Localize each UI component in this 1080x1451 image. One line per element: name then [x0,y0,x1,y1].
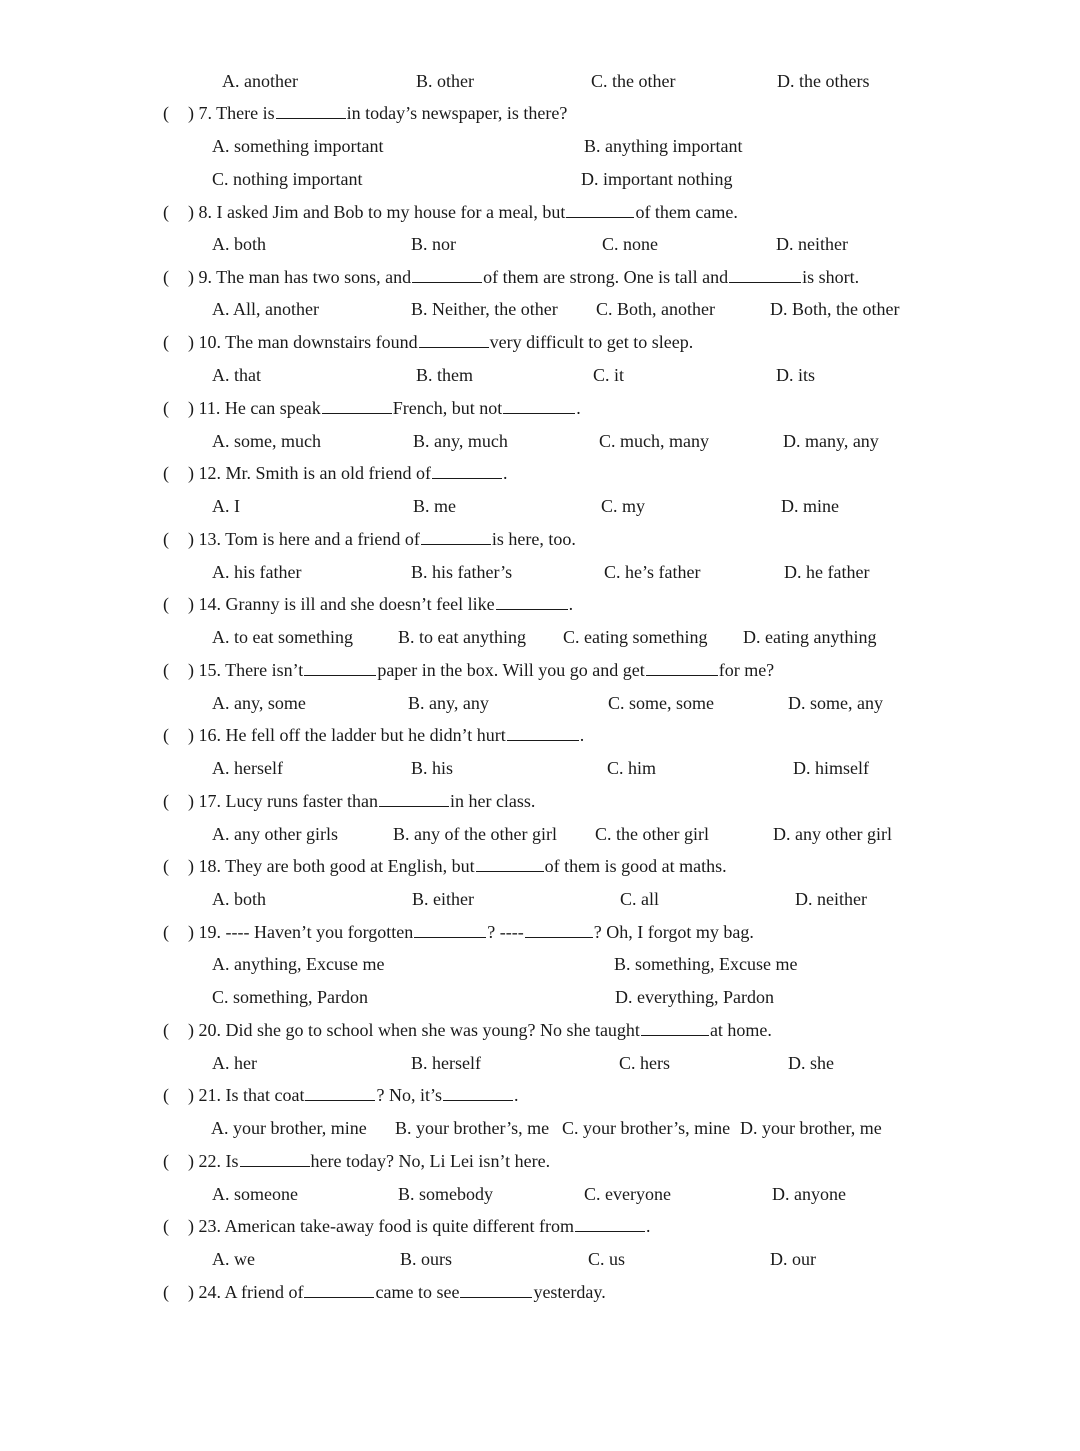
question-stem: ) 23. American take-away food is quite different from . [188,1211,651,1241]
answer-blank [443,1082,513,1101]
question-8 [0,197,1080,227]
option-a: A. some, much [212,431,321,451]
option-d: D. your brother, me [740,1118,882,1138]
option-b: B. me [413,496,456,516]
option-a: A. her [212,1053,257,1073]
question-stem: ) 22. Is here today? No, Li Lei isn’t here. [188,1146,550,1176]
answer-bracket: ( [163,725,169,745]
answer-blank [379,788,449,807]
option-a: A. anything, Excuse me [212,954,385,974]
question-stem: ) 24. A friend of came to see yesterday. [188,1277,606,1307]
question-stem: ) 12. Mr. Smith is an old friend of . [188,458,507,488]
q16-options [0,753,1080,783]
option-c: C. the other [591,71,676,91]
option-a: A. herself [212,758,283,778]
answer-blank [276,100,346,119]
option-a: A. any, some [212,693,306,713]
option-b: B. any, any [408,693,489,713]
question-stem: ) 20. Did she go to school when she was young? No she taught at home. [188,1015,772,1045]
answer-bracket: ( [163,856,169,876]
option-c: C. everyone [584,1184,671,1204]
answer-bracket: ( [163,398,169,418]
option-b: B. either [412,889,474,909]
question-23 [0,1211,1080,1241]
answer-blank [641,1017,709,1036]
answer-blank [304,657,376,676]
answer-blank [566,199,634,218]
question-19 [0,917,1080,947]
option-d: D. any other girl [773,824,892,844]
answer-blank [419,329,489,348]
option-c: C. much, many [599,431,709,451]
question-12 [0,458,1080,488]
option-a: A. someone [212,1184,298,1204]
option-d: D. some, any [788,693,883,713]
option-b: B. Neither, the other [411,299,558,319]
answer-blank [496,591,568,610]
question-stem: ) 21. Is that coat ? No, it’s . [188,1080,518,1110]
answer-blank [304,1279,374,1298]
q7-options-row2 [0,164,1080,194]
option-b: B. other [416,71,474,91]
option-d: D. everything, Pardon [615,987,774,1007]
option-b: B. somebody [398,1184,494,1204]
question-18 [0,851,1080,881]
answer-bracket: ( [163,1151,169,1171]
option-d: D. its [776,365,816,385]
option-d: D. mine [781,496,839,516]
question-stem: ) 19. ---- Haven’t you forgotten ? ---- ? Oh, I forgot my bag. [188,917,754,947]
question-15 [0,655,1080,685]
answer-blank [507,722,579,741]
option-c: C. all [620,889,659,909]
option-b: B. to eat anything [398,627,526,647]
answer-blank [729,264,801,283]
option-d: D. himself [793,758,869,778]
option-b: B. his father’s [411,562,513,582]
option-d: D. eating anything [743,627,877,647]
answer-blank [432,460,502,479]
q18-options [0,884,1080,914]
answer-bracket: ( [163,1085,169,1105]
question-24 [0,1277,1080,1307]
option-a: A. I [212,496,240,516]
option-c: C. nothing important [212,169,363,189]
answer-blank [412,264,482,283]
option-d: D. neither [795,889,867,909]
q6-options [0,66,1080,96]
option-d: D. important nothing [581,169,733,189]
answer-blank [421,526,491,545]
question-stem: ) 11. He can speak French, but not . [188,393,581,423]
option-b: B. them [416,365,473,385]
option-d: D. neither [776,234,848,254]
option-c: C. some, some [608,693,714,713]
question-17 [0,786,1080,816]
question-16 [0,720,1080,750]
answer-blank [240,1148,310,1167]
option-d: D. the others [777,71,870,91]
option-a: A. both [212,234,266,254]
option-b: B. herself [411,1053,481,1073]
option-c: C. the other girl [595,824,709,844]
option-a: A. we [212,1249,255,1269]
question-stem: ) 10. The man downstairs found very difficult to get to sleep. [188,327,693,357]
option-b: B. something, Excuse me [614,954,798,974]
answer-bracket: ( [163,332,169,352]
question-9 [0,262,1080,292]
answer-bracket: ( [163,1282,169,1302]
question-stem: ) 14. Granny is ill and she doesn’t feel like . [188,589,573,619]
option-c: C. us [588,1249,626,1269]
q12-options [0,491,1080,521]
q17-options [0,819,1080,849]
answer-blank [476,853,544,872]
option-a: A. any other girls [212,824,338,844]
question-stem: ) 17. Lucy runs faster than in her class. [188,786,535,816]
option-b: B. his [411,758,454,778]
option-d: D. she [788,1053,834,1073]
q15-options [0,688,1080,718]
q11-options [0,426,1080,456]
question-stem: ) 9. The man has two sons, and of them are strong. One is tall and is short. [188,262,859,292]
question-stem: ) 7. There is in today’s newspaper, is there? [188,98,567,128]
q19-options-row1 [0,949,1080,979]
option-a: A. to eat something [212,627,353,647]
option-d: D. many, any [783,431,879,451]
question-7 [0,98,1080,128]
answer-bracket: ( [163,1216,169,1236]
option-a: A. another [222,71,298,91]
q9-options [0,294,1080,324]
option-c: C. it [593,365,625,385]
answer-bracket: ( [163,660,169,680]
option-b: B. any, much [413,431,508,451]
answer-bracket: ( [163,529,169,549]
answer-bracket: ( [163,922,169,942]
question-21 [0,1080,1080,1110]
option-c: C. my [601,496,646,516]
question-11 [0,393,1080,423]
question-14 [0,589,1080,619]
question-10 [0,327,1080,357]
option-c: C. eating something [563,627,708,647]
option-b: B. ours [400,1249,453,1269]
question-13 [0,524,1080,554]
q19-options-row2 [0,982,1080,1012]
q21-options [0,1113,1080,1143]
option-d: D. he father [784,562,870,582]
question-20 [0,1015,1080,1045]
option-a: A. All, another [212,299,319,319]
q23-options [0,1244,1080,1274]
q13-options [0,557,1080,587]
option-c: C. him [607,758,657,778]
option-c: C. something, Pardon [212,987,368,1007]
option-c: C. your brother’s, mine [562,1118,731,1138]
answer-bracket: ( [163,1020,169,1040]
answer-blank [414,919,486,938]
answer-bracket: ( [163,791,169,811]
answer-blank [525,919,593,938]
answer-blank [322,395,392,414]
answer-blank [575,1213,645,1232]
option-a: A. something important [212,136,384,156]
answer-bracket: ( [163,463,169,483]
q8-options [0,229,1080,259]
q22-options [0,1179,1080,1209]
question-stem: ) 18. They are both good at English, but of them is good at maths. [188,851,727,881]
question-stem: ) 13. Tom is here and a friend of is here, too. [188,524,576,554]
option-d: D. anyone [772,1184,846,1204]
option-b: B. any of the other girl [393,824,557,844]
answer-bracket: ( [163,202,169,222]
option-c: C. he’s father [604,562,701,582]
option-a: A. both [212,889,266,909]
answer-bracket: ( [163,103,169,123]
option-c: C. Both, another [596,299,715,319]
option-a: A. that [212,365,261,385]
answer-blank [646,657,718,676]
option-b: B. nor [411,234,456,254]
option-b: B. your brother’s, me [395,1118,550,1138]
q10-options [0,360,1080,390]
option-b: B. anything important [584,136,743,156]
question-stem: ) 16. He fell off the ladder but he didn’t hurt . [188,720,584,750]
answer-blank [305,1082,375,1101]
option-c: C. none [602,234,658,254]
option-a: A. his father [212,562,302,582]
answer-bracket: ( [163,267,169,287]
option-a: A. your brother, mine [211,1118,367,1138]
question-stem: ) 15. There isn’t paper in the box. Will you go and get for me? [188,655,774,685]
question-22 [0,1146,1080,1176]
answer-bracket: ( [163,594,169,614]
answer-blank [460,1279,532,1298]
answer-blank [503,395,575,414]
option-d: D. Both, the other [770,299,900,319]
q14-options [0,622,1080,652]
q7-options-row1 [0,131,1080,161]
option-d: D. our [770,1249,816,1269]
question-stem: ) 8. I asked Jim and Bob to my house for a meal, but of them came. [188,197,738,227]
q20-options [0,1048,1080,1078]
option-c: C. hers [619,1053,670,1073]
